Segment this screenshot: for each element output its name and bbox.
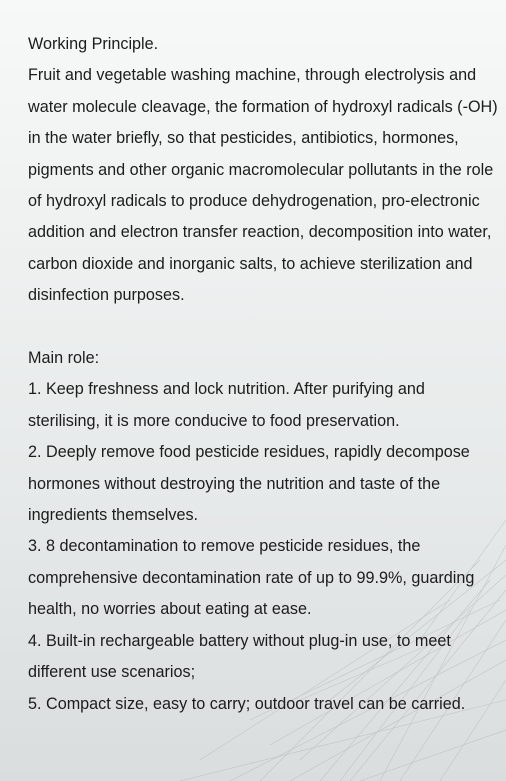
description-text-block xyxy=(28,29,500,720)
main-role-item-1: 1. Keep freshness and lock nutrition. After purifying and sterilising, it is more conducive to food preservation. xyxy=(28,380,425,430)
paragraph-spacer xyxy=(28,312,500,343)
main-role-heading: Main role: xyxy=(28,349,100,368)
main-role-item-4: 4. Built-in rechargeable battery without plug-in use, to meet different use scenarios; xyxy=(28,631,451,682)
main-role-item-5: 5. Compact size, easy to carry; outdoor travel can be carried. xyxy=(28,694,466,713)
main-role-item-3: 3. 8 decontamination to remove pesticide residues, the comprehensive decontamination rate of up to 99.9%, guarding health, no worries about eating at ease. xyxy=(28,537,475,619)
working-principle-body: Fruit and vegetable washing machine, through electrolysis and water molecule cleavage, the formation of hydroxyl radicals (-OH) in the water briefly, so that pesticides, antibiotics, hormones, pigments and other organic macromolecular pollutants in the role of hydroxyl radicals to produce dehydrogenation, pro-electronic addition and electron transfer reaction, decomposition into water, carbon dioxide and inorganic salts, to achieve sterilization and disinfection purposes. xyxy=(28,66,498,305)
working-principle-heading: Working Principle. xyxy=(28,35,159,53)
main-role-item-2: 2. Deeply remove food pesticide residues, rapidly decompose hormones without destroying the nutrition and taste of the ingredients themselves. xyxy=(28,443,470,525)
